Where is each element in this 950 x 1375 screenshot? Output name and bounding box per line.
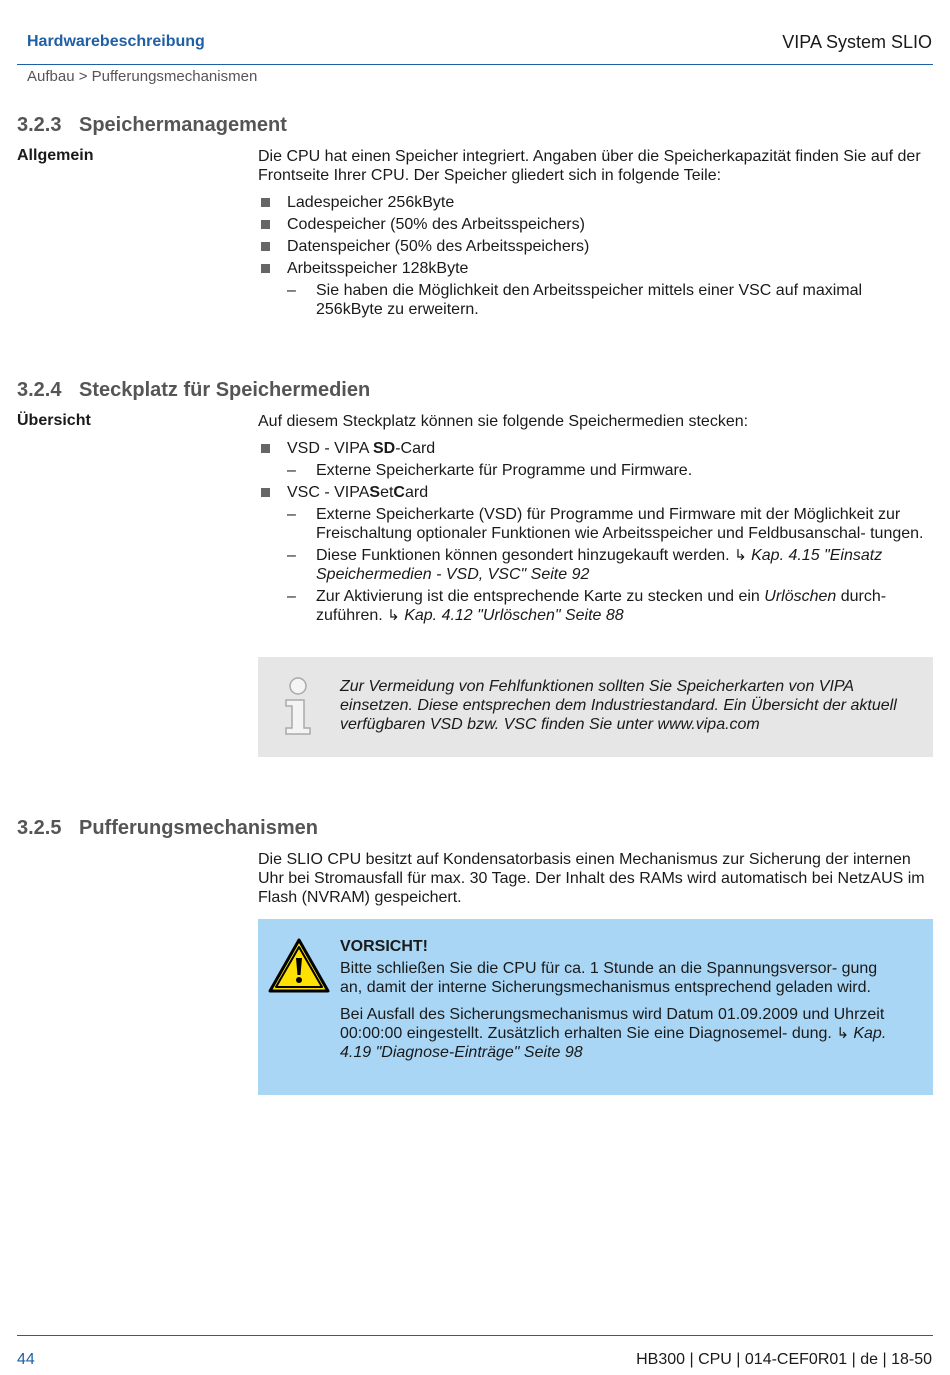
page-number: 44 (17, 1351, 35, 1368)
document-id: HB300 | CPU | 014-CEF0R01 | de | 18-50 (636, 1351, 932, 1368)
paragraph: Die SLIO CPU besitzt auf Kondensatorbasis einen Mechanismus zur Sicherung der internen Uhr bei Stromausfall für max. 30 Tage. Der Inhalt des RAMs wird automatisch bei NetzAUS im Flash (NVRAM) gespeichert. (258, 851, 925, 906)
sub-list-item (258, 461, 933, 480)
sub-list-item (258, 587, 933, 625)
section-title-323 (17, 114, 287, 137)
header-section: Hardwarebeschreibung (27, 33, 205, 50)
text-bold: S (369, 484, 381, 501)
dash-marker: – (287, 462, 296, 479)
text-bold: C (393, 484, 405, 501)
reference-text: Kap. 4.15 "Einsatz Speichermedien - VSD, VSC" Seite 92 (316, 547, 883, 583)
media-list (258, 439, 933, 625)
section-number: 3.2.4 (17, 379, 62, 401)
sub-list-item (258, 546, 933, 584)
footer-rule (17, 1335, 933, 1336)
text: Bei Ausfall des Sicherungsmechanismus wird Datum 01.09.2009 und Uhrzeit 00:00:00 eingestellt. Zusätzlich erhalten Sie eine Diagnosemel- dung. (340, 1006, 885, 1042)
text: et (380, 484, 394, 501)
section-number: 3.2.3 (17, 114, 62, 136)
warning-paragraph: Bitte schließen Sie die CPU für ca. 1 Stunde an die Spannungsversor- gung an, damit der interne Sicherungsmechanismus entsprechend geladen wird. (340, 960, 878, 996)
arrow-icon: ↳ (387, 607, 400, 624)
list-item: Codespeicher (50% des Arbeitsspeichers) (258, 215, 933, 234)
warning-icon (268, 938, 330, 999)
dash-marker: – (287, 506, 296, 523)
list-item: Arbeitsspeicher 128kByte (258, 259, 933, 278)
breadcrumb: Aufbau > Pufferungsmechanismen (27, 68, 258, 85)
section-body-325 (258, 850, 933, 907)
arrow-icon: ↳ (836, 1025, 849, 1042)
info-icon (278, 676, 318, 741)
list-item: Ladespeicher 256kByte (258, 193, 933, 212)
list-item: Datenspeicher (50% des Arbeitsspeichers) (258, 237, 933, 256)
section-number: 3.2.5 (17, 817, 62, 839)
section-heading: Speichermanagement (79, 114, 287, 136)
text: VSD - VIPA (287, 440, 373, 457)
list-item-vsd (258, 439, 933, 458)
sub-item-text: Externe Speicherkarte für Programme und Firmware. (316, 462, 693, 479)
warning-title: VORSICHT! (340, 938, 428, 955)
dash-marker: – (287, 547, 296, 564)
text: ard (404, 484, 429, 501)
arrow-icon: ↳ (734, 547, 747, 564)
section-body-323 (258, 147, 933, 319)
text: durch- zuführen. (316, 588, 887, 624)
paragraph: Die CPU hat einen Speicher integriert. Angaben über die Speicherkapazität finden Sie auf der Frontseite Ihrer CPU. Der Speicher gliedert sich in folgende Teile: (258, 148, 921, 184)
sub-item-text: Sie haben die Möglichkeit den Arbeitsspeicher mittels einer VSC auf maximal 256kByte zu erweitern. (316, 282, 863, 318)
memory-list (258, 193, 933, 319)
side-label-uebersicht: Übersicht (17, 412, 91, 429)
sub-list-item (258, 281, 933, 319)
sub-item-text: Diese Funktionen können gesondert hinzugekauft werden. (316, 547, 730, 564)
warning-text (340, 937, 900, 1070)
warning-paragraph (340, 1005, 900, 1062)
text-bold: SD (372, 440, 396, 457)
dash-marker: – (287, 282, 296, 299)
cross-reference-link[interactable] (387, 607, 624, 624)
list-item-vsc (258, 483, 933, 502)
section-heading: Steckplatz für Speichermedien (79, 379, 371, 401)
info-text: Zur Vermeidung von Fehlfunktionen sollten Sie Speicherkarten von VIPA einsetzen. Diese entsprechen dem Industriestandard. Ein Übersicht der aktuell verfügbaren VSD bzw. VSC finden Sie unter www.vipa.com (340, 678, 897, 733)
side-label-allgemein: Allgemein (17, 147, 94, 164)
text: Zur Aktivierung ist die entsprechende Karte zu stecken und ein (316, 588, 765, 605)
text-italic: Urlöschen (764, 588, 837, 605)
paragraph: Auf diesem Steckplatz können sie folgende Speichermedien stecken: (258, 413, 749, 430)
reference-text: Kap. 4.12 "Urlöschen" Seite 88 (404, 607, 624, 624)
section-title-325 (17, 817, 318, 840)
sub-list-item (258, 505, 933, 543)
section-heading: Pufferungsmechanismen (79, 817, 318, 839)
sub-item-text: Externe Speicherkarte (VSD) für Programme und Firmware mit der Möglichkeit zur Freischaltung optionaler Funktionen wie Arbeitsspeicher und Feldbusanschal- tungen. (316, 506, 924, 542)
header-product: VIPA System SLIO (782, 32, 932, 52)
section-title-324 (17, 379, 370, 402)
section-body-324 (258, 412, 933, 625)
header-rule (17, 64, 933, 65)
text: -Card (395, 440, 436, 457)
dash-marker: – (287, 588, 296, 605)
reference-text: Kap. 4.19 "Diagnose-Einträge" Seite 98 (340, 1025, 887, 1061)
text: VSC - VIPA (287, 484, 370, 501)
